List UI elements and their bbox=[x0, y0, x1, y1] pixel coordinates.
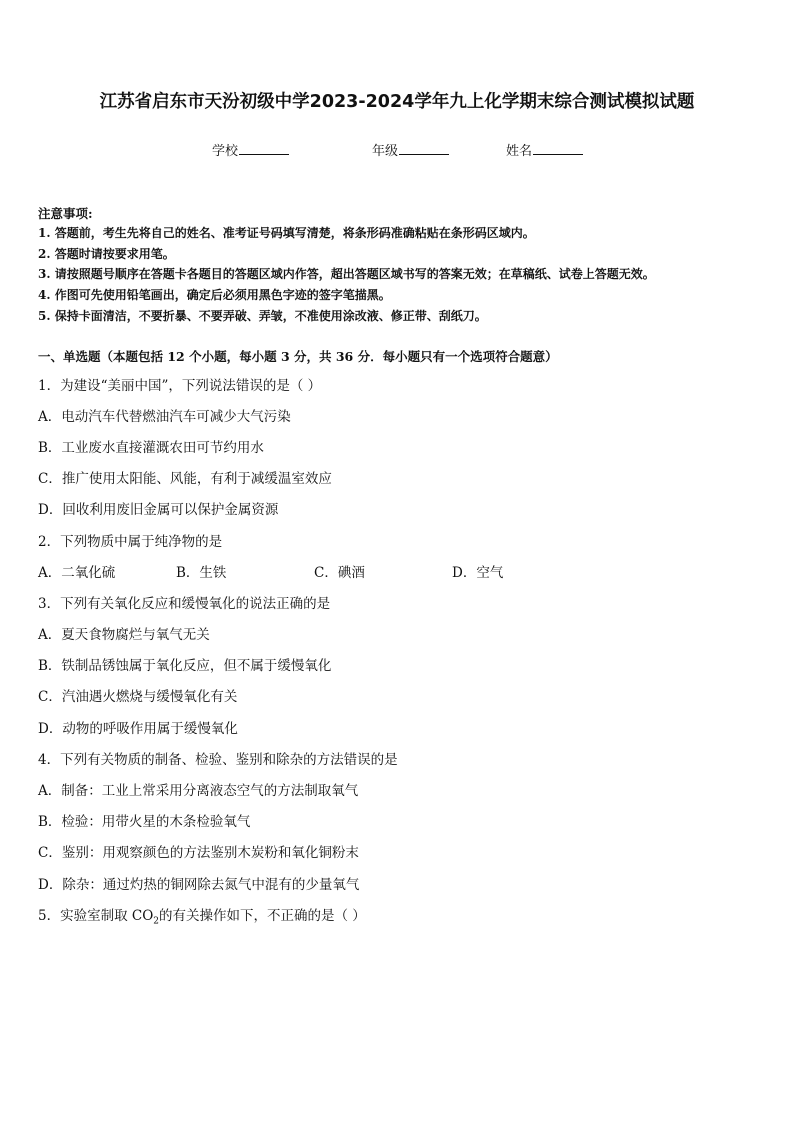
page-title: 江苏省启东市天汾初级中学2023-2024学年九上化学期末综合测试模拟试题 bbox=[99, 92, 695, 112]
note-item: 3. 请按照题号顺序在答题卡各题目的答题区域内作答，超出答题区域书写的答案无效；在草稿纸、试卷上答题无效。 bbox=[38, 267, 655, 281]
question-5-stem-pre: 5．实验室制取 CO bbox=[38, 908, 154, 924]
question-3-option-a: A．夏天食物腐烂与氧气无关 bbox=[38, 627, 210, 643]
note-item: 2. 答题时请按要求用笔。 bbox=[38, 247, 175, 261]
grade-field bbox=[372, 140, 449, 160]
question-1-option-d: D．回收利用废旧金属可以保护金属资源 bbox=[38, 502, 279, 518]
name-field bbox=[506, 140, 583, 160]
name-blank bbox=[533, 140, 583, 155]
question-4-option-c: C．鉴别：用观察颜色的方法鉴别木炭粉和氧化铜粉末 bbox=[38, 845, 359, 861]
notes-title: 注意事项: bbox=[38, 206, 93, 221]
question-5-stem-post: 的有关操作如下，不正确的是（ ） bbox=[159, 908, 366, 924]
question-4-option-d: D．除杂：通过灼热的铜网除去氮气中混有的少量氧气 bbox=[38, 877, 360, 893]
question-1-option-a: A．电动汽车代替燃油汽车可减少大气污染 bbox=[38, 409, 291, 425]
question-2-stem: 2．下列物质中属于纯净物的是 bbox=[38, 534, 223, 550]
grade-label: 年级 bbox=[372, 144, 399, 159]
note-item: 1. 答题前，考生先将自己的姓名、准考证号码填写清楚，将条形码准确粘贴在条形码区域内。 bbox=[38, 226, 535, 240]
question-2-option-c: C．碘酒 bbox=[314, 565, 365, 581]
question-1-option-b: B．工业废水直接灌溉农田可节约用水 bbox=[38, 440, 264, 456]
school-blank bbox=[239, 140, 289, 155]
question-2-option-a: A．二氧化硫 bbox=[38, 565, 116, 581]
question-5-subscript: 2 bbox=[153, 916, 160, 927]
question-1-option-c: C．推广使用太阳能、风能，有利于减缓温室效应 bbox=[38, 471, 332, 487]
question-2-option-d: D．空气 bbox=[452, 565, 504, 581]
school-field bbox=[212, 140, 289, 160]
question-2-option-b: B．生铁 bbox=[176, 565, 227, 581]
name-label: 姓名 bbox=[506, 144, 533, 159]
note-item: 4. 作图可先使用铅笔画出，确定后必须用黑色字迹的签字笔描黑。 bbox=[38, 288, 391, 302]
question-5-stem bbox=[38, 904, 366, 927]
question-3-option-b: B．铁制品锈蚀属于氧化反应，但不属于缓慢氧化 bbox=[38, 658, 332, 674]
question-4-option-a: A．制备：工业上常采用分离液态空气的方法制取氧气 bbox=[38, 783, 359, 799]
question-3-option-d: D．动物的呼吸作用属于缓慢氧化 bbox=[38, 721, 238, 737]
school-label: 学校 bbox=[212, 144, 239, 159]
note-item: 5. 保持卡面清洁，不要折暴、不要弄破、弄皱，不准使用涂改液、修正带、刮纸刀。 bbox=[38, 309, 487, 323]
question-3-option-c: C．汽油遇火燃烧与缓慢氧化有关 bbox=[38, 689, 238, 705]
question-4-stem: 4．下列有关物质的制备、检验、鉴别和除杂的方法错误的是 bbox=[38, 752, 398, 768]
question-4-option-b: B．检验：用带火星的木条检验氧气 bbox=[38, 814, 251, 830]
question-3-stem: 3．下列有关氧化反应和缓慢氧化的说法正确的是 bbox=[38, 596, 331, 612]
section-heading: 一、单选题（本题包括 12 个小题，每小题 3 分，共 36 分．每小题只有一个选项符合题意） bbox=[38, 349, 558, 364]
question-1-stem: 1．为建设“美丽中国”，下列说法错误的是（ ） bbox=[38, 378, 322, 394]
grade-blank bbox=[399, 140, 449, 155]
